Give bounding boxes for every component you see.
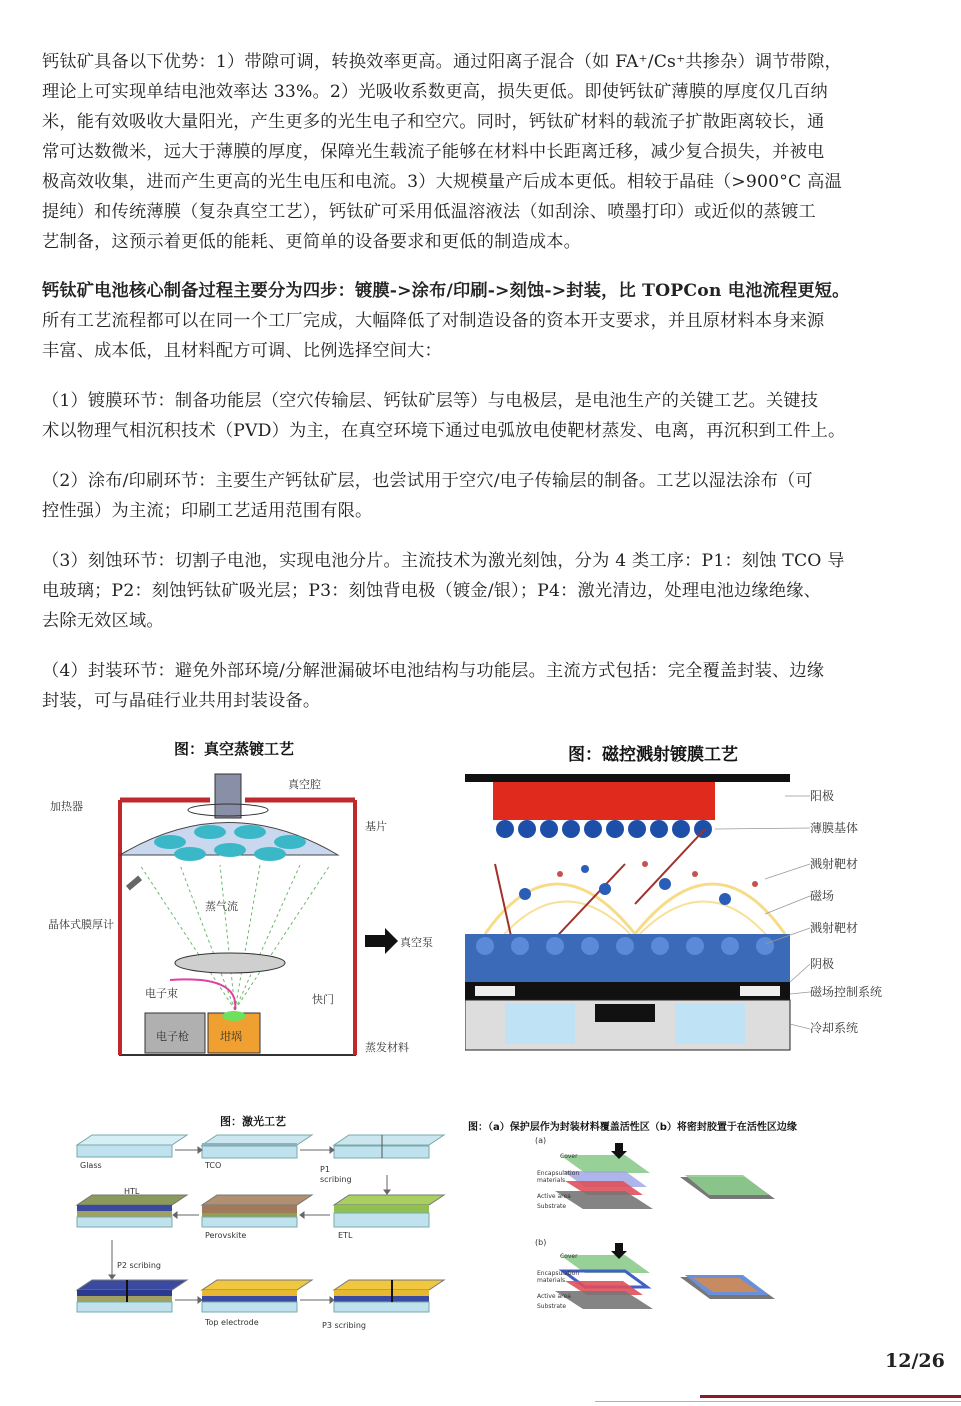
paragraph-advantages bbox=[42, 47, 947, 257]
fig4-title: 图：（a）保护层作为封装材料覆盖活性区（b）将密封胶置于在活性区边缘 bbox=[468, 1122, 797, 1133]
fig2-magnetron-sputtering-diagram bbox=[465, 774, 905, 1054]
label-tco: TCO bbox=[205, 1161, 222, 1170]
paragraph-printing bbox=[42, 466, 947, 526]
label-p1-scribing: scribing bbox=[320, 1175, 352, 1184]
fig1-title: 图：真空蒸镀工艺 bbox=[174, 740, 295, 758]
text-line: （2）涂布/印刷环节：主要生产钙钛矿层，也尝试用于空穴/电子传输层的制备。工艺以湿法涂布（可 bbox=[42, 471, 813, 491]
label-perovskite: Perovskite bbox=[205, 1231, 247, 1240]
label-etl: ETL bbox=[338, 1231, 353, 1240]
label-substrate-a: Substrate bbox=[537, 1203, 567, 1210]
fig4-encapsulation-diagram bbox=[525, 1135, 795, 1335]
text-line: 理论上可实现单结电池效率达 33%。2）光吸收系数更高，损失更低。即使钙钛矿薄膜的厚度仅几百纳 bbox=[42, 82, 828, 102]
label-materials-b: materials bbox=[537, 1277, 566, 1284]
label-vapor: 蒸气流 bbox=[205, 900, 238, 913]
label-substrate-b: Substrate bbox=[537, 1303, 567, 1310]
label-p3: P3 scribing bbox=[322, 1321, 366, 1330]
label-p1: P1 bbox=[320, 1165, 330, 1174]
paragraph-etching bbox=[42, 546, 947, 636]
label-htl: HTL bbox=[124, 1187, 140, 1196]
text-line: （4）封装环节：避免外部环境/分解泄漏破坏电池结构与功能层。主流方式包括：完全覆盖封装、边缘 bbox=[42, 661, 825, 681]
fig3-title: 图：激光工艺 bbox=[220, 1115, 286, 1128]
paragraph-process bbox=[42, 276, 961, 366]
label-substrate: 基片 bbox=[365, 820, 387, 833]
label-cooling: 冷却系统 bbox=[810, 1021, 859, 1035]
label-active-b: Active area bbox=[537, 1293, 571, 1300]
fig1-vacuum-evaporation-diagram bbox=[40, 770, 450, 1060]
text-line: 电玻璃；P2：刻蚀钙钛矿吸光层；P3：刻蚀背电极（镀金/银）；P4：激光清边，处理电池边缘绝缘、 bbox=[42, 581, 821, 601]
text-line: 米，能有效吸收大量阳光，产生更多的光生电子和空穴。同时，钙钛矿材料的载流子扩散距离较长，通 bbox=[42, 112, 825, 132]
text-line: 提纯）和传统薄膜（复杂真空工艺），钙钛矿可采用低温溶液法（如刮涂、喷墨打印）或近似的蒸镀工 bbox=[42, 202, 816, 222]
label-crucible: 坩埚 bbox=[220, 1030, 242, 1043]
text-line: 钙钛矿具备以下优势：1）带隙可调，转换效率更高。通过阳离子混合（如 FA⁺/Cs⁺共掺杂）调节带隙， bbox=[42, 52, 842, 72]
text-line: 常可达数微米，远大于薄膜的厚度，保障光生载流子能够在材料中长距离迁移，减少复合损失，并被电 bbox=[42, 142, 825, 162]
label-materials-a: materials bbox=[537, 1177, 566, 1184]
text-line: 所有工艺流程都可以在同一个工厂完成，大幅降低了对制造设备的资本开支要求，并且原材料本身来源 bbox=[42, 311, 825, 331]
label-cover-b: Cover bbox=[560, 1253, 578, 1260]
label-active-a: Active area bbox=[537, 1193, 571, 1200]
step-p2 bbox=[77, 1280, 187, 1312]
label-shutter: 快门 bbox=[312, 993, 334, 1006]
label-cathode: 阴极 bbox=[810, 957, 835, 971]
label-encap-b: Encapsulation bbox=[537, 1270, 580, 1277]
label-evap: 蒸发材料 bbox=[365, 1041, 409, 1054]
label-anode: 阳极 bbox=[810, 789, 835, 803]
process-headline: 钙钛矿电池核心制备过程主要分为四步：镀膜->涂布/印刷->刻蚀->封装，比 TOPCon 电池流程更短。 bbox=[42, 281, 850, 301]
paragraph-coating bbox=[42, 386, 961, 446]
label-film-substrate: 薄膜基体 bbox=[810, 821, 859, 835]
footer-divider-thin bbox=[595, 1401, 961, 1402]
step-tco bbox=[202, 1135, 312, 1158]
label-ebeam: 电子束 bbox=[145, 987, 178, 1000]
step-htl bbox=[77, 1195, 187, 1227]
label-magnetic-field: 磁场 bbox=[810, 889, 835, 903]
step-p3 bbox=[334, 1280, 444, 1312]
step-p1 bbox=[334, 1135, 444, 1158]
label-heater: 加热器 bbox=[50, 800, 83, 813]
label-encap-a: Encapsulation bbox=[537, 1170, 580, 1177]
label-target: 溅射靶材 bbox=[810, 857, 859, 871]
text-line: （3）刻蚀环节：切割子电池，实现电池分片。主流技术为激光刻蚀，分为 4 类工序：P1：刻蚀 TCO 导 bbox=[42, 551, 845, 571]
step-top-electrode bbox=[202, 1280, 312, 1312]
label-top-electrode: Top electrode bbox=[205, 1318, 259, 1327]
label-field-control: 磁场控制系统 bbox=[810, 985, 883, 999]
step-etl bbox=[334, 1195, 444, 1227]
label-glass: Glass bbox=[80, 1161, 102, 1170]
text-line: 极高效收集，进而产生更高的光生电压和电流。3）大规模量产后成本更低。相较于晶硅（>900°C 高温 bbox=[42, 172, 842, 192]
text-line: 控性强）为主流；印刷工艺适用范围有限。 bbox=[42, 501, 373, 521]
paragraph-packaging bbox=[42, 656, 947, 716]
text-line: 去除无效区域。 bbox=[42, 611, 164, 631]
label-a: (a) bbox=[535, 1136, 547, 1145]
footer-divider bbox=[700, 1395, 961, 1398]
text-line: 丰富、成本低，且材料配方可调、比例选择空间大： bbox=[42, 341, 442, 361]
text-line: 封装，可与晶硅行业共用封装设备。 bbox=[42, 691, 321, 711]
label-pump: 真空泵 bbox=[400, 936, 433, 949]
fig2-title: 图：磁控溅射镀膜工艺 bbox=[568, 745, 738, 765]
label-cover-a: Cover bbox=[560, 1153, 578, 1160]
step-glass bbox=[77, 1135, 187, 1157]
label-egun: 电子枪 bbox=[156, 1030, 189, 1043]
label-p2: P2 scribing bbox=[117, 1261, 161, 1270]
text-line: 术以物理气相沉积技术（PVD）为主，在真空环境下通过电弧放电使靶材蒸发、电离，再沉积到工件上。 bbox=[42, 421, 846, 441]
text-line: 艺制备，这预示着更低的能耗、更简单的设备要求和更低的制造成本。 bbox=[42, 232, 582, 252]
label-crystal: 晶体式膜厚计 bbox=[48, 918, 114, 931]
text-line: （1）镀膜环节：制备功能层（空穴传输层、钙钛矿层等）与电极层，是电池生产的关键工艺。关键技 bbox=[42, 391, 819, 411]
label-chamber: 真空腔 bbox=[288, 778, 321, 791]
label-target-2: 溅射靶材 bbox=[810, 921, 859, 935]
step-perovskite bbox=[202, 1195, 312, 1227]
label-b: (b) bbox=[535, 1238, 547, 1247]
page-number: 12/26 bbox=[885, 1350, 945, 1372]
fig3-laser-process-diagram bbox=[72, 1130, 452, 1345]
